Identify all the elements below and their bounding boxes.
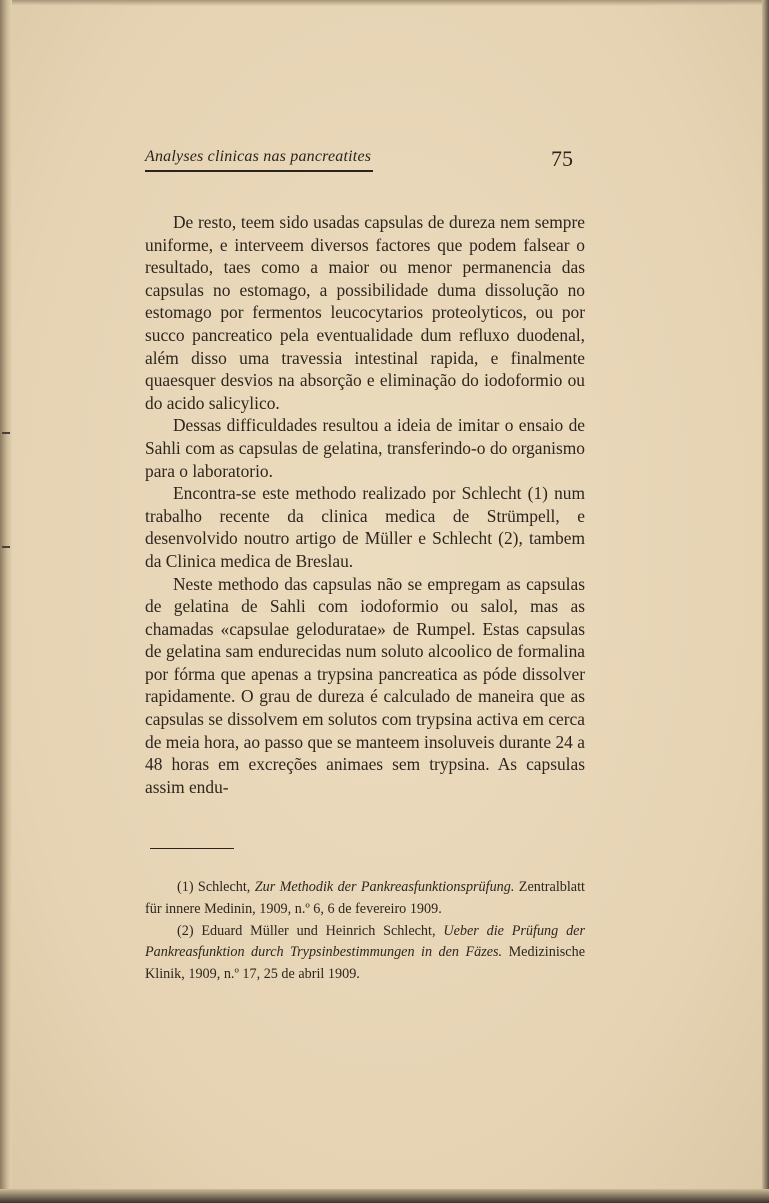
footnotes (145, 877, 585, 986)
page-right-edge (762, 0, 769, 1203)
page-top-edge (0, 0, 769, 6)
running-head (145, 146, 581, 176)
footnote-marker: (2) Eduard Müller und Heinrich Schlecht, (177, 922, 444, 939)
binding-mark (2, 432, 10, 434)
footnote-title: Zur Methodik der Pankreasfunktionsprüfung. (254, 879, 515, 895)
footnote (145, 921, 585, 986)
footnote-marker: (1) Schlecht, (177, 879, 255, 895)
footnote-citation: Medizinische Klinik, 1909, n.º 17, 25 de abril 1909. (145, 944, 585, 983)
paragraph: Dessas difficuldades resultou a ideia de imitar o ensaio de Sahli com as capsulas de gelatina, transferindo-o do organismo para o laboratorio. (145, 415, 585, 481)
page-number: 75 (551, 146, 573, 171)
body-text (145, 211, 585, 798)
footnote-citation: Zentralblatt für innere Medinin, 1909, n.º 6, 6 de fevereiro 1909. (145, 879, 585, 917)
running-head-rule (145, 170, 373, 172)
page-binding-edge (0, 0, 12, 1203)
footnote-title: Ueber die Prüfung der Pankreasfunktion durch Trypsinbestimmungen in den Fäzes. (145, 922, 585, 961)
footnote-separator (150, 848, 234, 849)
binding-mark (2, 546, 10, 548)
footnote (145, 877, 585, 921)
paragraph: Neste methodo das capsulas não se empregam as capsulas de gelatina de Sahli com iodoformio ou salol, mas as chamadas «capsulae geloduratae» de Rumpel. Estas capsulas de gelatina sam endurecidas num soluto alcoolico de formalina por fórma que apenas a trypsina pancreatica as póde dissolver rapidamente. O grau de dureza é calculado de maneira que as capsulas se dissolvem em solutos com trypsina activa em cerca de meia hora, ao passo que se manteem insoluveis durante 24 a 48 horas em excreções animaes sem trypsina. As capsulas assim endu- (145, 573, 585, 797)
paragraph: Encontra-se este methodo realizado por Schlecht (1) num trabalho recente da clinica medica de Strümpell, e desenvolvido noutro artigo de Müller e Schlecht (2), tambem da Clinica medica de Breslau. (145, 483, 585, 571)
paragraph: De resto, teem sido usadas capsulas de dureza nem sempre uniforme, e interveem diversos factores que podem falsear o resultado, taes como a maior ou menor permanencia das capsulas no estomago, a possibilidade duma dissolução no estomago por fermentos leucocytarios proteolyticos, ou por succo pancreatico pela eventualidade dum refluxo duodenal, além disso uma travessia intestinal rapida, e finalmente quaesquer desvios na absorção e eliminação do iodoformio ou do acido salicylico. (145, 212, 585, 413)
page-bottom-edge (0, 1189, 769, 1203)
running-title: Analyses clinicas nas pancreatites (145, 148, 372, 165)
